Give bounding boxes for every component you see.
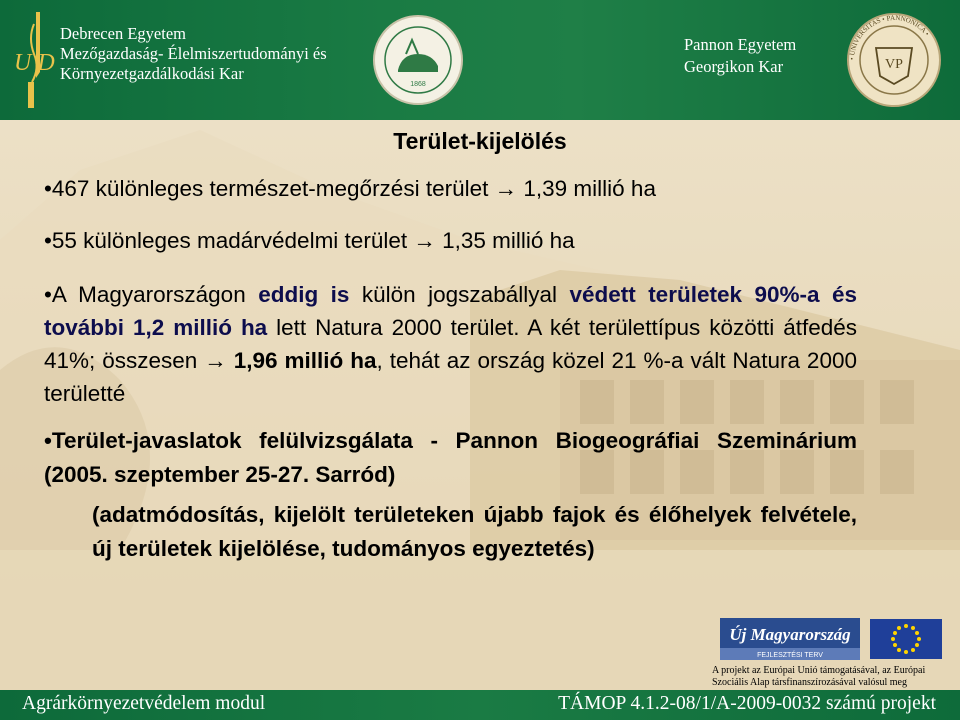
- uj-magyarorszag-logo: [720, 618, 860, 660]
- footer-module: Agrárkörnyezetvédelem modul: [22, 693, 266, 714]
- emphasis-total: 1,96 millió ha: [233, 348, 377, 373]
- slide-body: [44, 168, 857, 566]
- footer-bar: [0, 690, 960, 720]
- bullet-text: 55 különleges madárvédelmi terület: [51, 228, 408, 253]
- pannon-seal-icon: [846, 12, 942, 108]
- bullet-review: [44, 424, 857, 492]
- bullet-text: Terület-javaslatok felülvizsgálata - Pannon Biogeográfiai Szeminárium (2005. szeptember 25-27. Sarród): [44, 428, 857, 487]
- seal-year: 1868: [410, 81, 426, 88]
- bullet-natura-2000: [44, 278, 857, 410]
- text-run: A Magyarországon: [51, 282, 259, 307]
- bullet-bird-sites: [44, 226, 857, 256]
- bullet-marker: •: [44, 176, 52, 201]
- arrow-icon: →: [494, 176, 518, 201]
- bullet-text: 467 különleges természet-megőrzési terület: [51, 176, 489, 201]
- logo-monogram-u: U D: [14, 50, 55, 76]
- left-institution-line3: Környezetgazdálkodási Kar: [60, 64, 244, 83]
- left-institution: [60, 24, 327, 84]
- seal-monogram: VP: [885, 57, 903, 72]
- uj-logo-subtitle: FEJLESZTÉSI TERV: [757, 652, 823, 659]
- uj-logo-title: Új Magyarország: [729, 625, 851, 644]
- bullet-nature-sites: [44, 174, 857, 204]
- eu-funding-block: [712, 618, 952, 690]
- bullet-value: 1,39 millió ha: [523, 176, 656, 201]
- header-bar: [0, 0, 960, 120]
- bullet-value: 1,35 millió ha: [442, 228, 575, 253]
- bullet-marker: •: [44, 228, 52, 253]
- eu-flag-icon: [870, 619, 942, 659]
- debrecen-logo: [6, 8, 56, 112]
- seal-ring-text: • UNIVERSITAS • PANNONICA •: [847, 13, 931, 61]
- faculty-seal-icon: [372, 14, 464, 106]
- arrow-icon: →: [204, 348, 227, 373]
- arrow-icon: →: [413, 228, 436, 253]
- footer-project: TÁMOP 4.1.2-08/1/A-2009-0032 számú projekt: [558, 693, 936, 714]
- right-institution-line2: Georgikon Kar: [684, 57, 784, 76]
- bullet-marker: •: [44, 428, 52, 453]
- text-run: külön jogszabállyal: [349, 282, 570, 307]
- right-institution-line1: Pannon Egyetem: [684, 35, 797, 54]
- right-institution: [684, 34, 796, 78]
- text-run: , tehát az ország közel 21 %-a vált Natura 2000 területté: [44, 348, 857, 406]
- text-run: lett Natura 2000 terület. A két területtípus közötti átfedés 41%; összesen: [44, 315, 857, 373]
- left-institution-line2: Mezőgazdaság- Élelmiszertudományi és: [60, 44, 327, 63]
- emphasis-protected-areas: védett területek 90%-a és további 1,2 millió ha: [44, 282, 857, 340]
- left-institution-line1: Debrecen Egyetem: [60, 24, 186, 43]
- eu-funding-note: A projekt az Európai Unió támogatásával, az Európai Szociális Alap társfinanszírozásával valósul meg: [712, 665, 926, 688]
- sub-paragraph: (adatmódosítás, kijelölt területeken újabb fajok és élőhelyek felvétele, új területek kijelölése, tudományos egyeztetés): [92, 502, 857, 561]
- slide-title: Terület-kijelölés: [393, 128, 567, 154]
- bullet-marker: •: [44, 282, 52, 307]
- emphasis-eddig-is: eddig is: [258, 282, 350, 307]
